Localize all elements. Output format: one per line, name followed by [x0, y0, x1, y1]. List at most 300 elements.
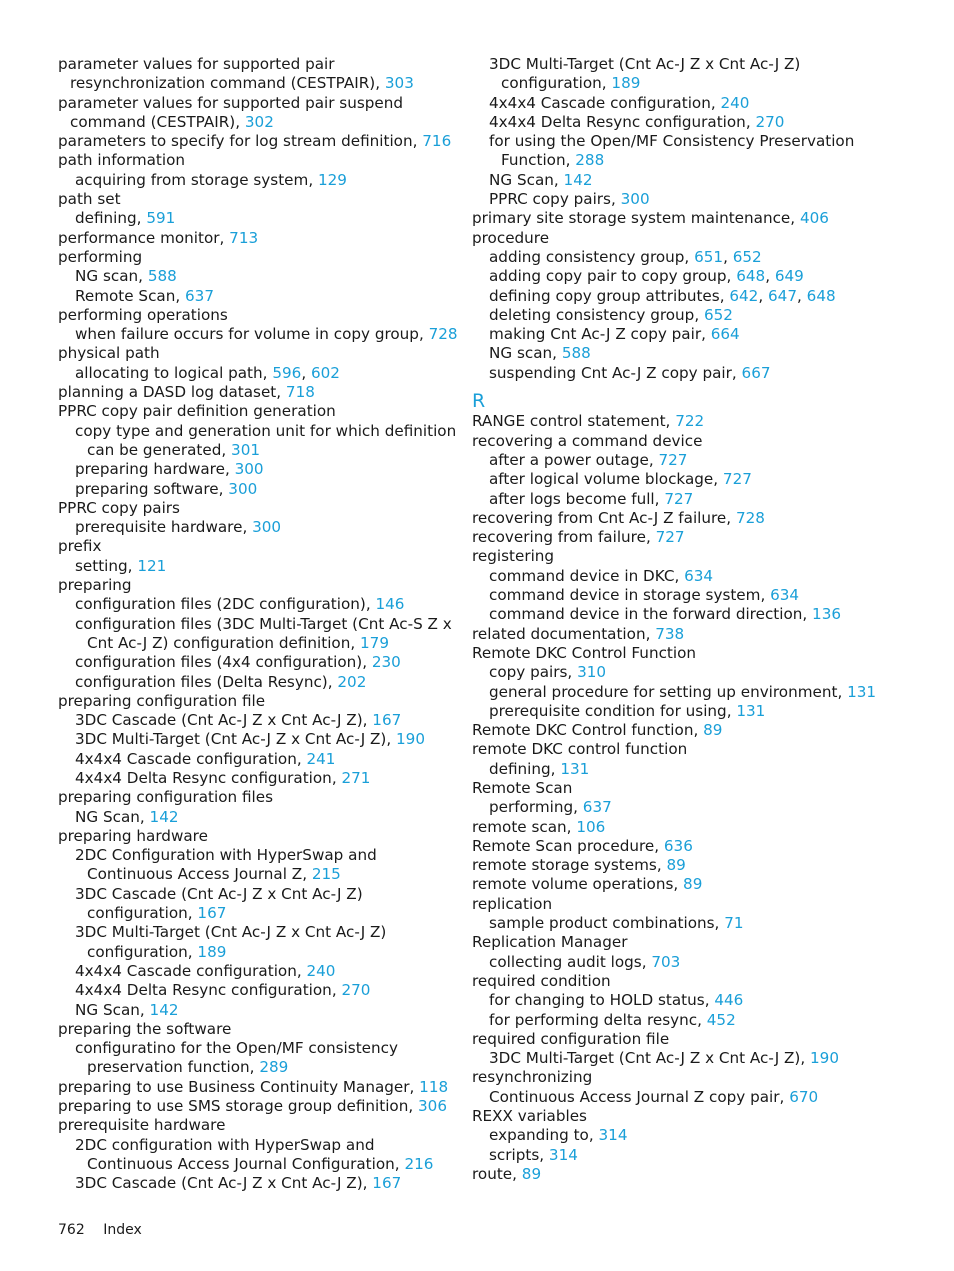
page-reference-link[interactable]: 240: [306, 961, 336, 980]
index-entry: Remote DKC Control function, 89: [472, 721, 723, 740]
index-entry: [472, 1068, 882, 1087]
entry-term: performing: [489, 798, 574, 817]
entry-term: 4x4x4 Cascade configuration: [75, 961, 297, 980]
entry-term: preparing to use SMS storage group definition: [58, 1097, 409, 1116]
index-entry: preparing to use Business Continuity Manager, 118: [58, 1077, 449, 1096]
index-subentry: 4x4x4 Delta Resync configuration, 270: [489, 112, 785, 131]
entry-term: when failure occurs for volume in copy group: [75, 325, 419, 344]
entry-term: 3DC Cascade (Cnt Ac-J Z x Cnt Ac-J Z): [75, 711, 363, 730]
page-reference-link[interactable]: 106: [576, 817, 606, 836]
index-subentry: 4x4x4 Cascade configuration, 240: [75, 961, 336, 980]
index-entry: [472, 972, 882, 991]
entry-term: 4x4x4 Cascade configuration: [75, 749, 297, 768]
index-subentry: adding consistency group, 651, 652: [489, 247, 762, 266]
index-entry: [472, 432, 882, 451]
page-reference-link[interactable]: 131: [560, 759, 590, 778]
index-subentry: preparing hardware, 300: [75, 460, 264, 479]
page-reference-link[interactable]: 129: [317, 170, 347, 189]
index-subentry: adding copy pair to copy group, 648, 649: [489, 267, 804, 286]
page-reference-link[interactable]: 190: [810, 1049, 840, 1068]
index-subentry: for performing delta resync, 452: [489, 1010, 736, 1029]
entry-term: defining: [75, 209, 137, 228]
page-reference-link[interactable]: 271: [341, 768, 371, 787]
entry-term: 3DC Cascade (Cnt Ac-J Z x Cnt Ac-J Z) configuration: [75, 884, 363, 923]
index-entry: remote volume operations, 89: [472, 875, 703, 894]
entry-term: Continuous Access Journal Z copy pair: [489, 1087, 780, 1106]
page-reference-link[interactable]: 670: [789, 1087, 819, 1106]
page-reference-link[interactable]: 190: [396, 730, 426, 749]
index-entry: recovering from failure, 727: [472, 528, 685, 547]
page-reference-link[interactable]: 727: [664, 489, 694, 508]
entry-term: setting: [75, 556, 128, 575]
entry-term: remote scan: [472, 817, 567, 836]
entry-term: preparing hardware: [58, 826, 208, 845]
index-subentry: configuration files (3DC Multi-Target (Cnt Ac-S Z x Cnt Ac-J Z) configuration definition, 179: [75, 614, 452, 652]
entry-term: general procedure for setting up environment: [489, 682, 838, 701]
entry-term: path set: [58, 190, 121, 209]
entry-term: NG Scan: [75, 807, 140, 826]
entry-term: procedure: [472, 228, 550, 247]
index-subentry: collecting audit logs, 703: [489, 952, 681, 971]
index-subentry: allocating to logical path, 596, 602: [75, 363, 340, 382]
page-reference-link[interactable]: 121: [137, 556, 167, 575]
page-reference-link[interactable]: 727: [655, 528, 685, 547]
index-entry: RANGE control statement, 722: [472, 412, 705, 431]
entry-term: 3DC Multi-Target (Cnt Ac-J Z x Cnt Ac-J Z): [75, 730, 387, 749]
index-subentry: expanding to, 314: [489, 1126, 628, 1145]
index-entry: Remote Scan procedure, 636: [472, 836, 693, 855]
page-reference-link[interactable]: 314: [548, 1145, 578, 1164]
index-entry: route, 89: [472, 1164, 542, 1183]
entry-term: parameter values for supported pair suspend command (CESTPAIR): [58, 93, 404, 131]
entry-term: 4x4x4 Cascade configuration: [489, 93, 711, 112]
entry-term: PPRC copy pairs: [58, 498, 180, 517]
entry-term: prefix: [58, 537, 102, 556]
page-reference-link[interactable]: 716: [422, 132, 452, 151]
entry-term: deleting consistency group: [489, 305, 695, 324]
footer-section-title: Index: [103, 1222, 142, 1238]
page-reference-link[interactable]: 648: [806, 286, 836, 305]
page-reference-link[interactable]: 179: [360, 633, 389, 652]
entry-term: Remote Scan: [75, 286, 176, 305]
page-reference-link[interactable]: 216: [404, 1154, 434, 1173]
entry-term: preparing hardware: [75, 460, 225, 479]
entry-term: preparing: [58, 576, 132, 595]
entry-term: parameter values for supported pair resynchronization command (CESTPAIR): [58, 55, 376, 93]
index-entry: parameter values for supported pair resynchronization command (CESTPAIR), 303: [58, 55, 414, 93]
index-subentry: scripts, 314: [489, 1145, 578, 1164]
page-reference-link[interactable]: 270: [341, 981, 371, 1000]
index-subentry: configuration files (4x4 configuration), 230: [75, 653, 401, 672]
index-entry: [472, 895, 882, 914]
entry-term: Remote Scan: [472, 778, 573, 797]
page-reference-link[interactable]: 588: [561, 344, 591, 363]
index-subentry: 2DC Configuration with HyperSwap and Continuous Access Journal Z, 215: [75, 846, 377, 884]
index-subentry: 3DC Multi-Target (Cnt Ac-J Z x Cnt Ac-J Z) configuration, 189: [489, 55, 801, 93]
entry-term: performing operations: [58, 305, 228, 324]
index-subentry: NG Scan, 142: [489, 170, 593, 189]
entry-term: resynchronizing: [472, 1068, 593, 1087]
page-reference-link[interactable]: 591: [146, 209, 176, 228]
index-subentry: when failure occurs for volume in copy group, 728: [75, 325, 458, 344]
entry-term: preparing software: [75, 479, 219, 498]
entry-term: 3DC Multi-Target (Cnt Ac-J Z x Cnt Ac-J Z): [489, 1049, 801, 1068]
entry-term: for changing to HOLD status: [489, 991, 705, 1010]
entry-term: 4x4x4 Delta Resync configuration: [489, 112, 746, 131]
page-reference-link[interactable]: 652: [703, 305, 733, 324]
entry-term: remote volume operations: [472, 875, 674, 894]
page-reference-link[interactable]: 664: [710, 325, 740, 344]
index-entry: parameter values for supported pair suspend command (CESTPAIR), 302: [58, 93, 404, 131]
index-subentry: defining, 131: [489, 759, 590, 778]
entry-term: making Cnt Ac-J Z copy pair: [489, 325, 702, 344]
entry-term: Remote Scan procedure: [472, 836, 655, 855]
page-reference-link[interactable]: 602: [310, 363, 340, 382]
entry-term: Remote DKC Control Function: [472, 643, 697, 662]
entry-term: prerequisite hardware: [75, 518, 243, 537]
page-reference-link[interactable]: 727: [722, 470, 752, 489]
entry-term: path information: [58, 151, 186, 170]
index-column-left: [58, 55, 458, 1194]
index-subentry: general procedure for setting up environment, 131: [489, 682, 877, 701]
page-reference-link[interactable]: 596: [272, 363, 302, 382]
entry-term: performing: [58, 247, 143, 266]
entry-term: planning a DASD log dataset: [58, 383, 277, 402]
index-entry: [58, 1116, 458, 1135]
entry-term: copy pairs: [489, 663, 568, 682]
page-reference-link[interactable]: 647: [768, 286, 797, 305]
index-column-right: [472, 55, 882, 1184]
index-subentry: prerequisite condition for using, 131: [489, 701, 766, 720]
entry-term: RANGE control statement: [472, 412, 666, 431]
entry-term: preparing the software: [58, 1019, 232, 1038]
index-entry: [58, 788, 458, 807]
index-subentry: NG scan, 588: [489, 344, 591, 363]
entry-term: Replication Manager: [472, 933, 628, 952]
page-reference-link[interactable]: 89: [666, 856, 686, 875]
index-entry: remote scan, 106: [472, 817, 606, 836]
index-entry: [58, 402, 458, 421]
page-reference-link[interactable]: 728: [428, 325, 458, 344]
entry-term: registering: [472, 547, 555, 566]
page-reference-link[interactable]: 637: [582, 798, 612, 817]
entry-term: remote DKC control function: [472, 740, 688, 759]
entry-term: required condition: [472, 971, 611, 990]
index-subentry: command device in storage system, 634: [489, 586, 800, 605]
entry-term: command device in storage system: [489, 586, 761, 605]
page-reference-link[interactable]: 89: [521, 1164, 542, 1183]
entry-term: sample product combinations: [489, 914, 715, 933]
index-subentry: 3DC Cascade (Cnt Ac-J Z x Cnt Ac-J Z), 167: [75, 1174, 402, 1193]
index-subentry: configuration files (2DC configuration), 146: [75, 595, 405, 614]
page-reference-link[interactable]: 452: [706, 1010, 736, 1029]
index-subentry: for using the Open/MF Consistency Preservation Function, 288: [489, 132, 855, 170]
page-reference-link[interactable]: 131: [736, 701, 766, 720]
index-subentry: 3DC Cascade (Cnt Ac-J Z x Cnt Ac-J Z), 167: [75, 711, 402, 730]
entry-term: preparing configuration files: [58, 788, 274, 807]
page-reference-link[interactable]: 588: [147, 267, 177, 286]
entry-term: copy type and generation unit for which definition can be generated: [75, 421, 457, 459]
entry-term: performance monitor: [58, 228, 220, 247]
page-reference-link[interactable]: 667: [741, 363, 771, 382]
entry-term: required configuration file: [472, 1029, 670, 1048]
entry-term: configuration files (Delta Resync): [75, 672, 328, 691]
entry-term: defining: [489, 759, 551, 778]
index-entry: preparing to use SMS storage group definition, 306: [58, 1097, 447, 1116]
index-subentry: NG Scan, 142: [75, 1000, 179, 1019]
index-subentry: NG scan, 588: [75, 267, 177, 286]
entry-term: adding copy pair to copy group: [489, 267, 727, 286]
entry-term: 3DC Multi-Target (Cnt Ac-J Z x Cnt Ac-J Z) configuration: [75, 923, 387, 961]
page-reference-link[interactable]: 703: [651, 952, 681, 971]
entry-term: replication: [472, 894, 553, 913]
page-reference-link[interactable]: 727: [658, 450, 688, 469]
index-entry: [58, 827, 458, 846]
entry-term: NG scan: [75, 267, 139, 286]
index-entry: [58, 692, 458, 711]
page-reference-link[interactable]: 300: [234, 460, 264, 479]
index-subentry: after logical volume blockage, 727: [489, 470, 752, 489]
page-reference-link[interactable]: 167: [372, 1174, 402, 1193]
index-entry: [472, 740, 882, 759]
index-subentry: 3DC Multi-Target (Cnt Ac-J Z x Cnt Ac-J Z) configuration, 189: [75, 923, 387, 961]
entry-term: after logical volume blockage: [489, 470, 714, 489]
page-reference-link[interactable]: 300: [228, 479, 258, 498]
entry-term: configuratino for the Open/MF consistency preservation function: [75, 1039, 398, 1077]
entry-term: preparing configuration file: [58, 691, 266, 710]
page-reference-link[interactable]: 728: [735, 508, 765, 527]
index-entry: [58, 151, 458, 170]
page-reference-link[interactable]: 446: [714, 991, 744, 1010]
index-subentry: command device in the forward direction, 136: [489, 605, 842, 624]
index-subentry: command device in DKC, 634: [489, 566, 714, 585]
entry-term: related documentation: [472, 624, 646, 643]
entry-term: remote storage systems: [472, 856, 657, 875]
entry-term: suspending Cnt Ac-J Z copy pair: [489, 363, 732, 382]
page-reference-link[interactable]: 306: [418, 1097, 447, 1116]
page-reference-link[interactable]: 240: [720, 93, 750, 112]
index-subentry: 4x4x4 Cascade configuration, 241: [75, 749, 336, 768]
index-entry: [472, 1107, 882, 1126]
index-subentry: setting, 121: [75, 556, 167, 575]
page-reference-link[interactable]: 167: [197, 904, 227, 923]
index-entry: [472, 229, 882, 248]
page-reference-link[interactable]: 642: [729, 286, 759, 305]
index-subentry: configuration files (Delta Resync), 202: [75, 672, 367, 691]
index-subentry: 4x4x4 Delta Resync configuration, 271: [75, 768, 371, 787]
index-subentry: 2DC configuration with HyperSwap and Continuous Access Journal Configuration, 216: [75, 1135, 434, 1173]
page-reference-link[interactable]: 136: [812, 605, 842, 624]
index-subentry: NG Scan, 142: [75, 807, 179, 826]
page-reference-link[interactable]: 314: [598, 1126, 628, 1145]
page-reference-link[interactable]: 215: [311, 865, 341, 884]
entry-term: 4x4x4 Delta Resync configuration: [75, 981, 332, 1000]
page-reference-link[interactable]: 142: [149, 1000, 179, 1019]
entry-term: NG scan: [489, 344, 553, 363]
index-subentry: Continuous Access Journal Z copy pair, 670: [489, 1087, 819, 1106]
index-entry: [472, 547, 882, 566]
entry-term: configuration files (2DC configuration): [75, 595, 366, 614]
index-entry: [58, 537, 458, 556]
index-subentry: copy type and generation unit for which definition can be generated, 301: [75, 421, 457, 459]
entry-term: NG Scan: [489, 170, 554, 189]
entry-term: acquiring from storage system: [75, 170, 309, 189]
index-entry: [58, 190, 458, 209]
index-subentry: defining copy group attributes, 642, 647, 648: [489, 286, 836, 305]
index-subentry: for changing to HOLD status, 446: [489, 991, 744, 1010]
index-entry: [58, 248, 458, 267]
index-subentry: sample product combinations, 71: [489, 914, 744, 933]
index-entry: [58, 499, 458, 518]
entry-term: prerequisite condition for using: [489, 701, 727, 720]
page-reference-link[interactable]: 300: [252, 518, 282, 537]
entry-term: PPRC copy pairs: [489, 190, 611, 209]
page-reference-link[interactable]: 648: [736, 267, 766, 286]
page-reference-link[interactable]: 634: [684, 566, 714, 585]
entry-term: command device in DKC: [489, 566, 675, 585]
index-entry: [472, 644, 882, 663]
index-subentry: acquiring from storage system, 129: [75, 170, 347, 189]
index-entry: [472, 933, 882, 952]
entry-term: preparing to use Business Continuity Manager: [58, 1077, 410, 1096]
page-reference-link[interactable]: 303: [384, 74, 414, 93]
index-subentry: suspending Cnt Ac-J Z copy pair, 667: [489, 363, 771, 382]
entry-term: configuration files (4x4 configuration): [75, 653, 363, 672]
index-subentry: prerequisite hardware, 300: [75, 518, 282, 537]
page-reference-link[interactable]: 142: [563, 170, 593, 189]
page-reference-link[interactable]: 142: [149, 807, 179, 826]
page-reference-link[interactable]: 89: [683, 875, 703, 894]
index-subentry: defining, 591: [75, 209, 176, 228]
page-reference-link[interactable]: 71: [724, 914, 744, 933]
entry-term: recovering from Cnt Ac-J Z failure: [472, 508, 727, 527]
index-entry: [58, 576, 458, 595]
index-subentry: deleting consistency group, 652: [489, 305, 733, 324]
entry-term: prerequisite hardware: [58, 1116, 226, 1135]
index-entry: performance monitor, 713: [58, 228, 259, 247]
page-reference-link[interactable]: 118: [419, 1077, 449, 1096]
entry-term: configuration files (3DC Multi-Target (Cnt Ac-S Z x Cnt Ac-J Z) configuration definition: [75, 614, 452, 652]
entry-term: 3DC Multi-Target (Cnt Ac-J Z x Cnt Ac-J Z) configuration: [489, 55, 801, 93]
entry-term: 3DC Cascade (Cnt Ac-J Z x Cnt Ac-J Z): [75, 1174, 363, 1193]
page-reference-link[interactable]: 637: [185, 286, 215, 305]
index-subentry: 3DC Cascade (Cnt Ac-J Z x Cnt Ac-J Z) configuration, 167: [75, 884, 363, 923]
entry-term: defining copy group attributes: [489, 286, 720, 305]
entry-term: 2DC configuration with HyperSwap and Continuous Access Journal Configuration: [75, 1135, 395, 1173]
index-subentry: 4x4x4 Delta Resync configuration, 270: [75, 981, 371, 1000]
entry-term: Remote DKC Control function: [472, 721, 694, 740]
index-subentry: making Cnt Ac-J Z copy pair, 664: [489, 325, 740, 344]
page-reference-link[interactable]: 289: [259, 1058, 289, 1077]
entry-term: 4x4x4 Delta Resync configuration: [75, 768, 332, 787]
page-number: 762: [58, 1222, 85, 1238]
page-reference-link[interactable]: 651: [694, 247, 724, 266]
entry-term: PPRC copy pair definition generation: [58, 402, 336, 421]
entry-term: allocating to logical path: [75, 363, 263, 382]
index-subentry: copy pairs, 310: [489, 663, 607, 682]
index-entry: primary site storage system maintenance, 406: [472, 209, 829, 228]
index-subentry: 3DC Multi-Target (Cnt Ac-J Z x Cnt Ac-J Z), 190: [489, 1049, 840, 1068]
page-reference-link[interactable]: 652: [732, 247, 762, 266]
index-entry: parameters to specify for log stream definition, 716: [58, 132, 452, 151]
page-footer: [58, 1222, 142, 1238]
page-reference-link[interactable]: 300: [620, 190, 650, 209]
index-entry: planning a DASD log dataset, 718: [58, 383, 315, 402]
entry-term: route: [472, 1164, 513, 1183]
index-entry: [472, 1030, 882, 1049]
index-entry: related documentation, 738: [472, 624, 685, 643]
page-reference-link[interactable]: 167: [372, 711, 402, 730]
page-reference-link[interactable]: 270: [755, 112, 785, 131]
entry-term: 2DC Configuration with HyperSwap and Continuous Access Journal Z: [75, 846, 377, 884]
entry-term: adding consistency group: [489, 247, 685, 266]
index-entry: [58, 344, 458, 363]
index-subentry: after a power outage, 727: [489, 450, 688, 469]
page-reference-link[interactable]: 649: [774, 267, 804, 286]
index-subentry: after logs become full, 727: [489, 489, 694, 508]
entry-term: after logs become full: [489, 489, 655, 508]
index-continued-entries: [472, 55, 882, 383]
entry-term: for using the Open/MF Consistency Preservation Function: [489, 132, 855, 170]
index-entry: [58, 1020, 458, 1039]
entry-term: scripts: [489, 1145, 540, 1164]
entry-term: recovering a command device: [472, 431, 703, 450]
entry-term: REXX variables: [472, 1107, 587, 1126]
page-reference-link[interactable]: 288: [575, 151, 605, 170]
page-reference-link[interactable]: 722: [675, 412, 705, 431]
page-reference-link[interactable]: 241: [306, 749, 336, 768]
entry-term: physical path: [58, 344, 160, 363]
index-entry: remote storage systems, 89: [472, 856, 686, 875]
index-subentry: Remote Scan, 637: [75, 286, 215, 305]
entry-term: parameters to specify for log stream definition: [58, 132, 413, 151]
section-letter-r: R: [472, 390, 486, 413]
entry-term: after a power outage: [489, 450, 649, 469]
page-reference-link[interactable]: 146: [375, 595, 405, 614]
page-reference-link[interactable]: 189: [611, 74, 641, 93]
page-reference-link[interactable]: 230: [371, 653, 401, 672]
page-reference-link[interactable]: 302: [244, 112, 274, 131]
page-reference-link[interactable]: 301: [231, 440, 261, 459]
page-reference-link[interactable]: 718: [285, 383, 315, 402]
page-reference-link[interactable]: 310: [577, 663, 607, 682]
entry-term: primary site storage system maintenance: [472, 209, 791, 228]
page-reference-link[interactable]: 636: [663, 836, 693, 855]
index-subentry: PPRC copy pairs, 300: [489, 190, 650, 209]
index-entry: [472, 779, 882, 798]
page-reference-link[interactable]: 634: [770, 586, 800, 605]
page-reference-link[interactable]: 406: [799, 209, 829, 228]
index-subentry: configuratino for the Open/MF consistency preservation function, 289: [75, 1039, 398, 1077]
entry-term: expanding to: [489, 1126, 589, 1145]
page-reference-link[interactable]: 738: [655, 624, 685, 643]
index-subentry: 4x4x4 Cascade configuration, 240: [489, 93, 750, 112]
entry-term: for performing delta resync: [489, 1010, 698, 1029]
page-reference-link[interactable]: 131: [847, 682, 877, 701]
page-reference-link[interactable]: 713: [229, 228, 259, 247]
index-entry: [58, 306, 458, 325]
page-reference-link[interactable]: 89: [703, 721, 723, 740]
entry-term: command device in the forward direction: [489, 605, 803, 624]
page-reference-link[interactable]: 189: [197, 942, 227, 961]
entry-term: recovering from failure: [472, 528, 646, 547]
index-subentry: preparing software, 300: [75, 479, 258, 498]
index-section-r-entries: [472, 412, 882, 1184]
index-entry: recovering from Cnt Ac-J Z failure, 728: [472, 508, 765, 527]
index-subentry: performing, 637: [489, 798, 612, 817]
page-reference-link[interactable]: 202: [337, 672, 367, 691]
entry-term: NG Scan: [75, 1000, 140, 1019]
